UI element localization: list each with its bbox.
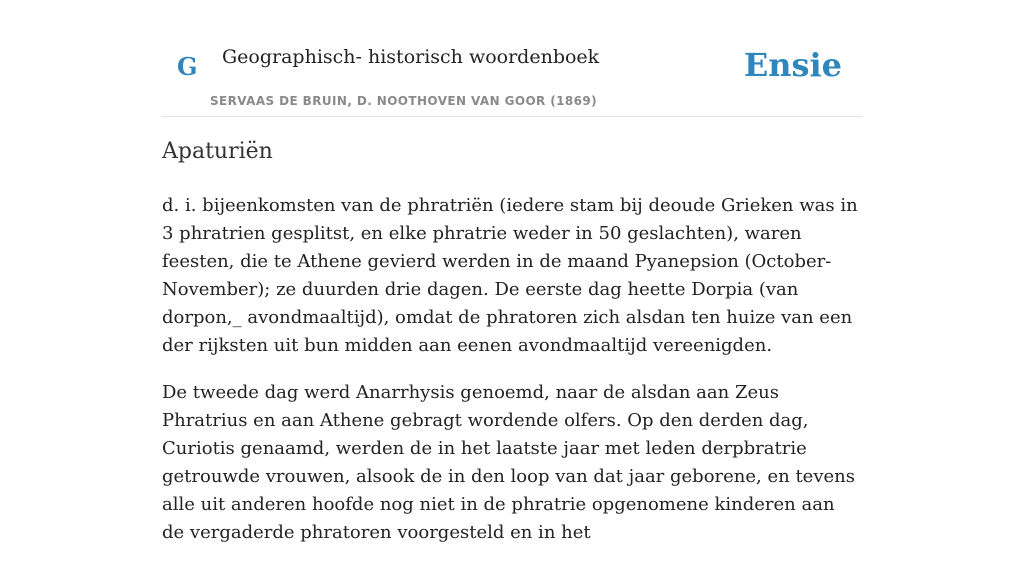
- book-header: [162, 0, 862, 117]
- book-logo-icon[interactable]: G: [177, 52, 198, 81]
- entry-body: [162, 192, 862, 566]
- ensie-logo-link[interactable]: Ensie: [743, 46, 842, 84]
- book-authors: SERVAAS DE BRUIN, D. NOOTHOVEN VAN GOOR (1869): [210, 94, 598, 108]
- entry-title: Apaturiën: [162, 139, 273, 164]
- entry-paragraph-1: d. i. bijeenkomsten van de phratriën (iedere stam bij deoude Grieken was in 3 phratrien gesplitst, en elke phratrie weder in 50 geslachten), waren feesten, die te Athene gevierd werden in de maand Pyanepsion (October-November); ze duurden drie dagen. De eerste dag heette Dorpia (van dorpon,_ avondmaaltijd), omdat de phratoren zich alsdan ten huize van een der rijksten uit bun midden aan eenen avondmaaltijd vereenigden.: [162, 195, 858, 356]
- entry-paragraph-2: De tweede dag werd Anarrhysis genoemd, naar de alsdan aan Zeus Phratrius en aan Athene gebragt wordende olfers. Op den derden dag, Curiotis genaamd, werden de in het laatste jaar met leden derpbratrie getrouwde vrouwen, alsook de in den loop van dat jaar geborene, en tevens alle uit anderen hoofde nog niet in de phratrie opgenomene kinderen aan de vergaderde phratoren voorgesteld en in het: [162, 382, 855, 543]
- book-title[interactable]: Geographisch- historisch woordenboek: [222, 46, 600, 68]
